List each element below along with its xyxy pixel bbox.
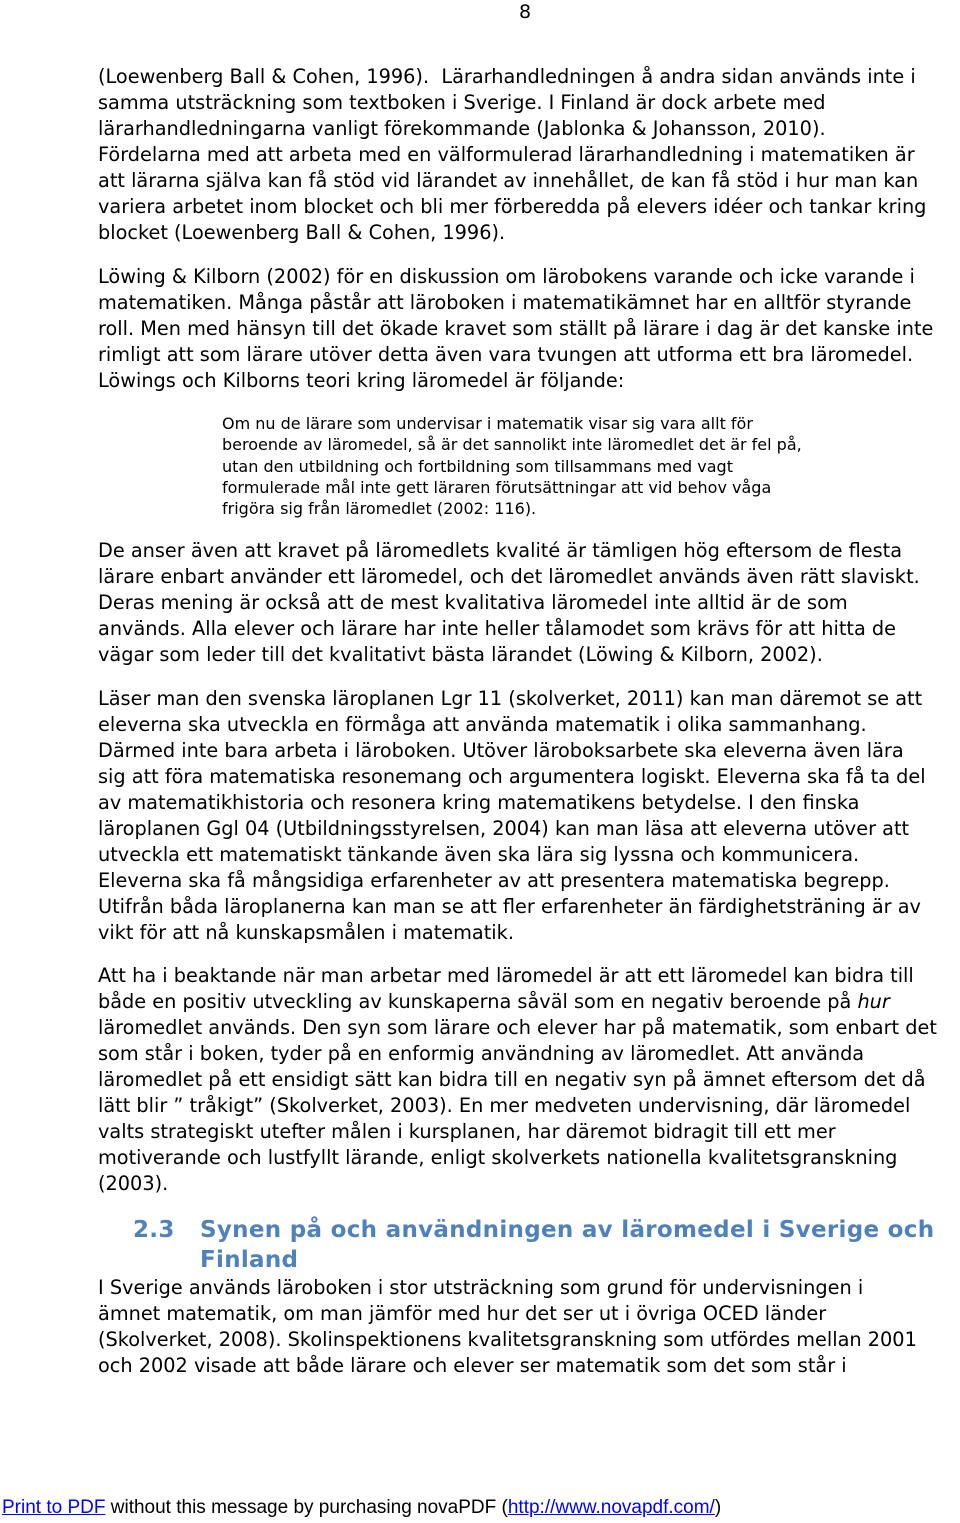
text-line: sig att föra matematiska resonemang och argumentera logiskt. Eleverna ska få ta del [98,765,926,788]
section-heading [0,1215,960,1275]
text-line: variera arbetet inom blocket och bli mer förberedda på elevers idéer och tankar kring [98,195,927,218]
text-line: samma utsträckning som textboken i Sverige. I Finland är dock arbete med [98,91,826,114]
block-quote [222,413,802,519]
text-line: ämnet matematik, om man jämför med hur det ser ut i övriga OCED länder [98,1302,827,1325]
text-line: Om nu de lärare som undervisar i matematik visar sig vara allt för [222,414,753,433]
text-line: Att ha i beaktande när man arbetar med läromedel är att ett läromedel kan bidra till [98,964,914,987]
text-line: vägar som leder till det kvalitativt bästa lärandet (Löwing & Kilborn, 2002). [98,643,823,666]
text-line: Eleverna ska få mångsidiga erfarenheter av att presentera matematiska begrepp. [98,869,890,892]
footer-text-end: ) [714,1497,722,1518]
body-paragraph [98,264,933,394]
footer-text: without this message by purchasing novaPDF ( [105,1497,508,1518]
text-line: och 2002 visade att både lärare och elever ser matematik som det som står i [98,1354,847,1377]
text-line: motiverande och lustfyllt lärande, enligt skolverkets nationella kvalitetsgranskning [98,1146,898,1169]
text-line: att lärarna själva kan få stöd vid lärandet av innehållet, de kan få stöd i hur man kan [98,169,919,192]
footer-note [2,1497,721,1519]
text-line: utan den utbildning och fortbildning som tillsammans med vagt [222,456,733,476]
print-to-pdf-link[interactable]: Print to PDF [2,1497,106,1518]
text-line: De anser även att kravet på läromedlets kvalité är tämligen hög eftersom de flesta [98,539,903,562]
body-paragraph [98,686,926,946]
text-line: beroende av läromedel, så är det sannolikt inte läromedlet det är fel på, [222,435,802,455]
section-title [200,1215,934,1275]
text-line: (Skolverket, 2008). Skolinspektionens kvalitetsgranskning som utfördes mellan 2001 [98,1328,917,1351]
text-line: Deras mening är också att de mest kvalitativa läromedel inte alltid är de som [98,591,848,614]
text-line: Läser man den svenska läroplanen Lgr 11 (skolverket, 2011) kan man däremot se att [98,687,923,710]
text-line: Därmed inte bara arbeta i läroboken. Utöver läroboksarbete ska eleverna även lära [98,739,904,762]
page-number: 8 [519,1,532,23]
text-line: Löwings och Kilborns teori kring läromedel är följande: [98,369,625,392]
text-line: vikt för att nå kunskapsmålen i matematik. [98,921,514,944]
text-line: läromedlet på ett ensidigt sätt kan bidra till en negativ syn på ämnet eftersom det då [98,1068,926,1091]
text-line: (Loewenberg Ball & Cohen, 1996). Lärarhandledningen å andra sidan används inte i [98,65,916,88]
text-line: lärarhandledningarna vanligt förekommande (Jablonka & Johansson, 2010). [98,117,826,140]
text-line: av matematikhistoria och resonera kring matematikens betydelse. I den finska [98,791,860,814]
text-line: rimligt att som lärare utöver detta även vara tvungen att utforma ett bra läromedel. [98,343,914,366]
text-line: Fördelarna med att arbeta med en välformulerad lärarhandledning i matematiken är [98,143,915,166]
body-paragraph [98,1275,917,1379]
novapdf-url-link[interactable]: http://www.novapdf.com/ [507,1497,715,1518]
text-line: I Sverige används läroboken i stor utsträckning som grund för undervisningen i [98,1276,864,1299]
text-line: används. Alla elever och lärare har inte heller tålamodet som krävs för att hitta de [98,617,896,640]
text-line: Synen på och användningen av läromedel i Sverige och [200,1217,935,1243]
text-line: valts strategiskt utefter målen i kursplanen, har däremot bidragit till ett mer [98,1120,836,1143]
body-paragraph [98,963,937,1197]
text-line [98,989,937,1015]
text-line: blocket (Loewenberg Ball & Cohen, 1996). [98,221,506,244]
italic-text: hur [857,990,890,1013]
text-segment: både en positiv utveckling av kunskaperna såväl som en negativ beroende på [98,990,858,1013]
text-line: eleverna ska utveckla en förmåga att använda matematik i olika sammanhang. [98,713,867,736]
body-paragraph [98,538,920,668]
text-line: (2003). [98,1172,169,1195]
text-line: utveckla ett matematiskt tänkande även ska lära sig lyssna och kommunicera. [98,843,860,866]
text-line: matematiken. Många påstår att läroboken i matematikämnet har en alltför styrande [98,291,912,314]
text-line: formulerade mål inte gett läraren förutsättningar att vid behov våga [222,477,772,497]
text-line: roll. Men med hänsyn till det ökade kravet som ställt på lärare i dag är det kanske inte [98,317,934,340]
section-number: 2.3 [133,1217,175,1243]
text-line: lärare enbart använder ett läromedel, och det läromedlet används även rätt slaviskt. [98,565,920,588]
body-paragraph [98,64,926,246]
text-line: lätt blir ” tråkigt” (Skolverket, 2003). En mer medveten undervisning, där läromedel [98,1094,911,1117]
text-line: läromedlet används. Den syn som lärare och elever har på matematik, som enbart det [98,1016,937,1039]
text-line: Löwing & Kilborn (2002) för en diskussion om lärobokens varande och icke varande i [98,265,915,288]
text-line: Utifrån båda läroplanerna kan man se att fler erfarenheter än färdighetsträning är av [98,895,921,918]
text-line: Finland [200,1247,299,1273]
text-line: som står i boken, tyder på en enformig användning av läromedlet. Att använda [98,1042,865,1065]
text-line: frigöra sig från läromedlet (2002: 116). [222,499,537,519]
text-line: läroplanen Ggl 04 (Utbildningsstyrelsen, 2004) kan man läsa att eleverna utöver att [98,817,910,840]
